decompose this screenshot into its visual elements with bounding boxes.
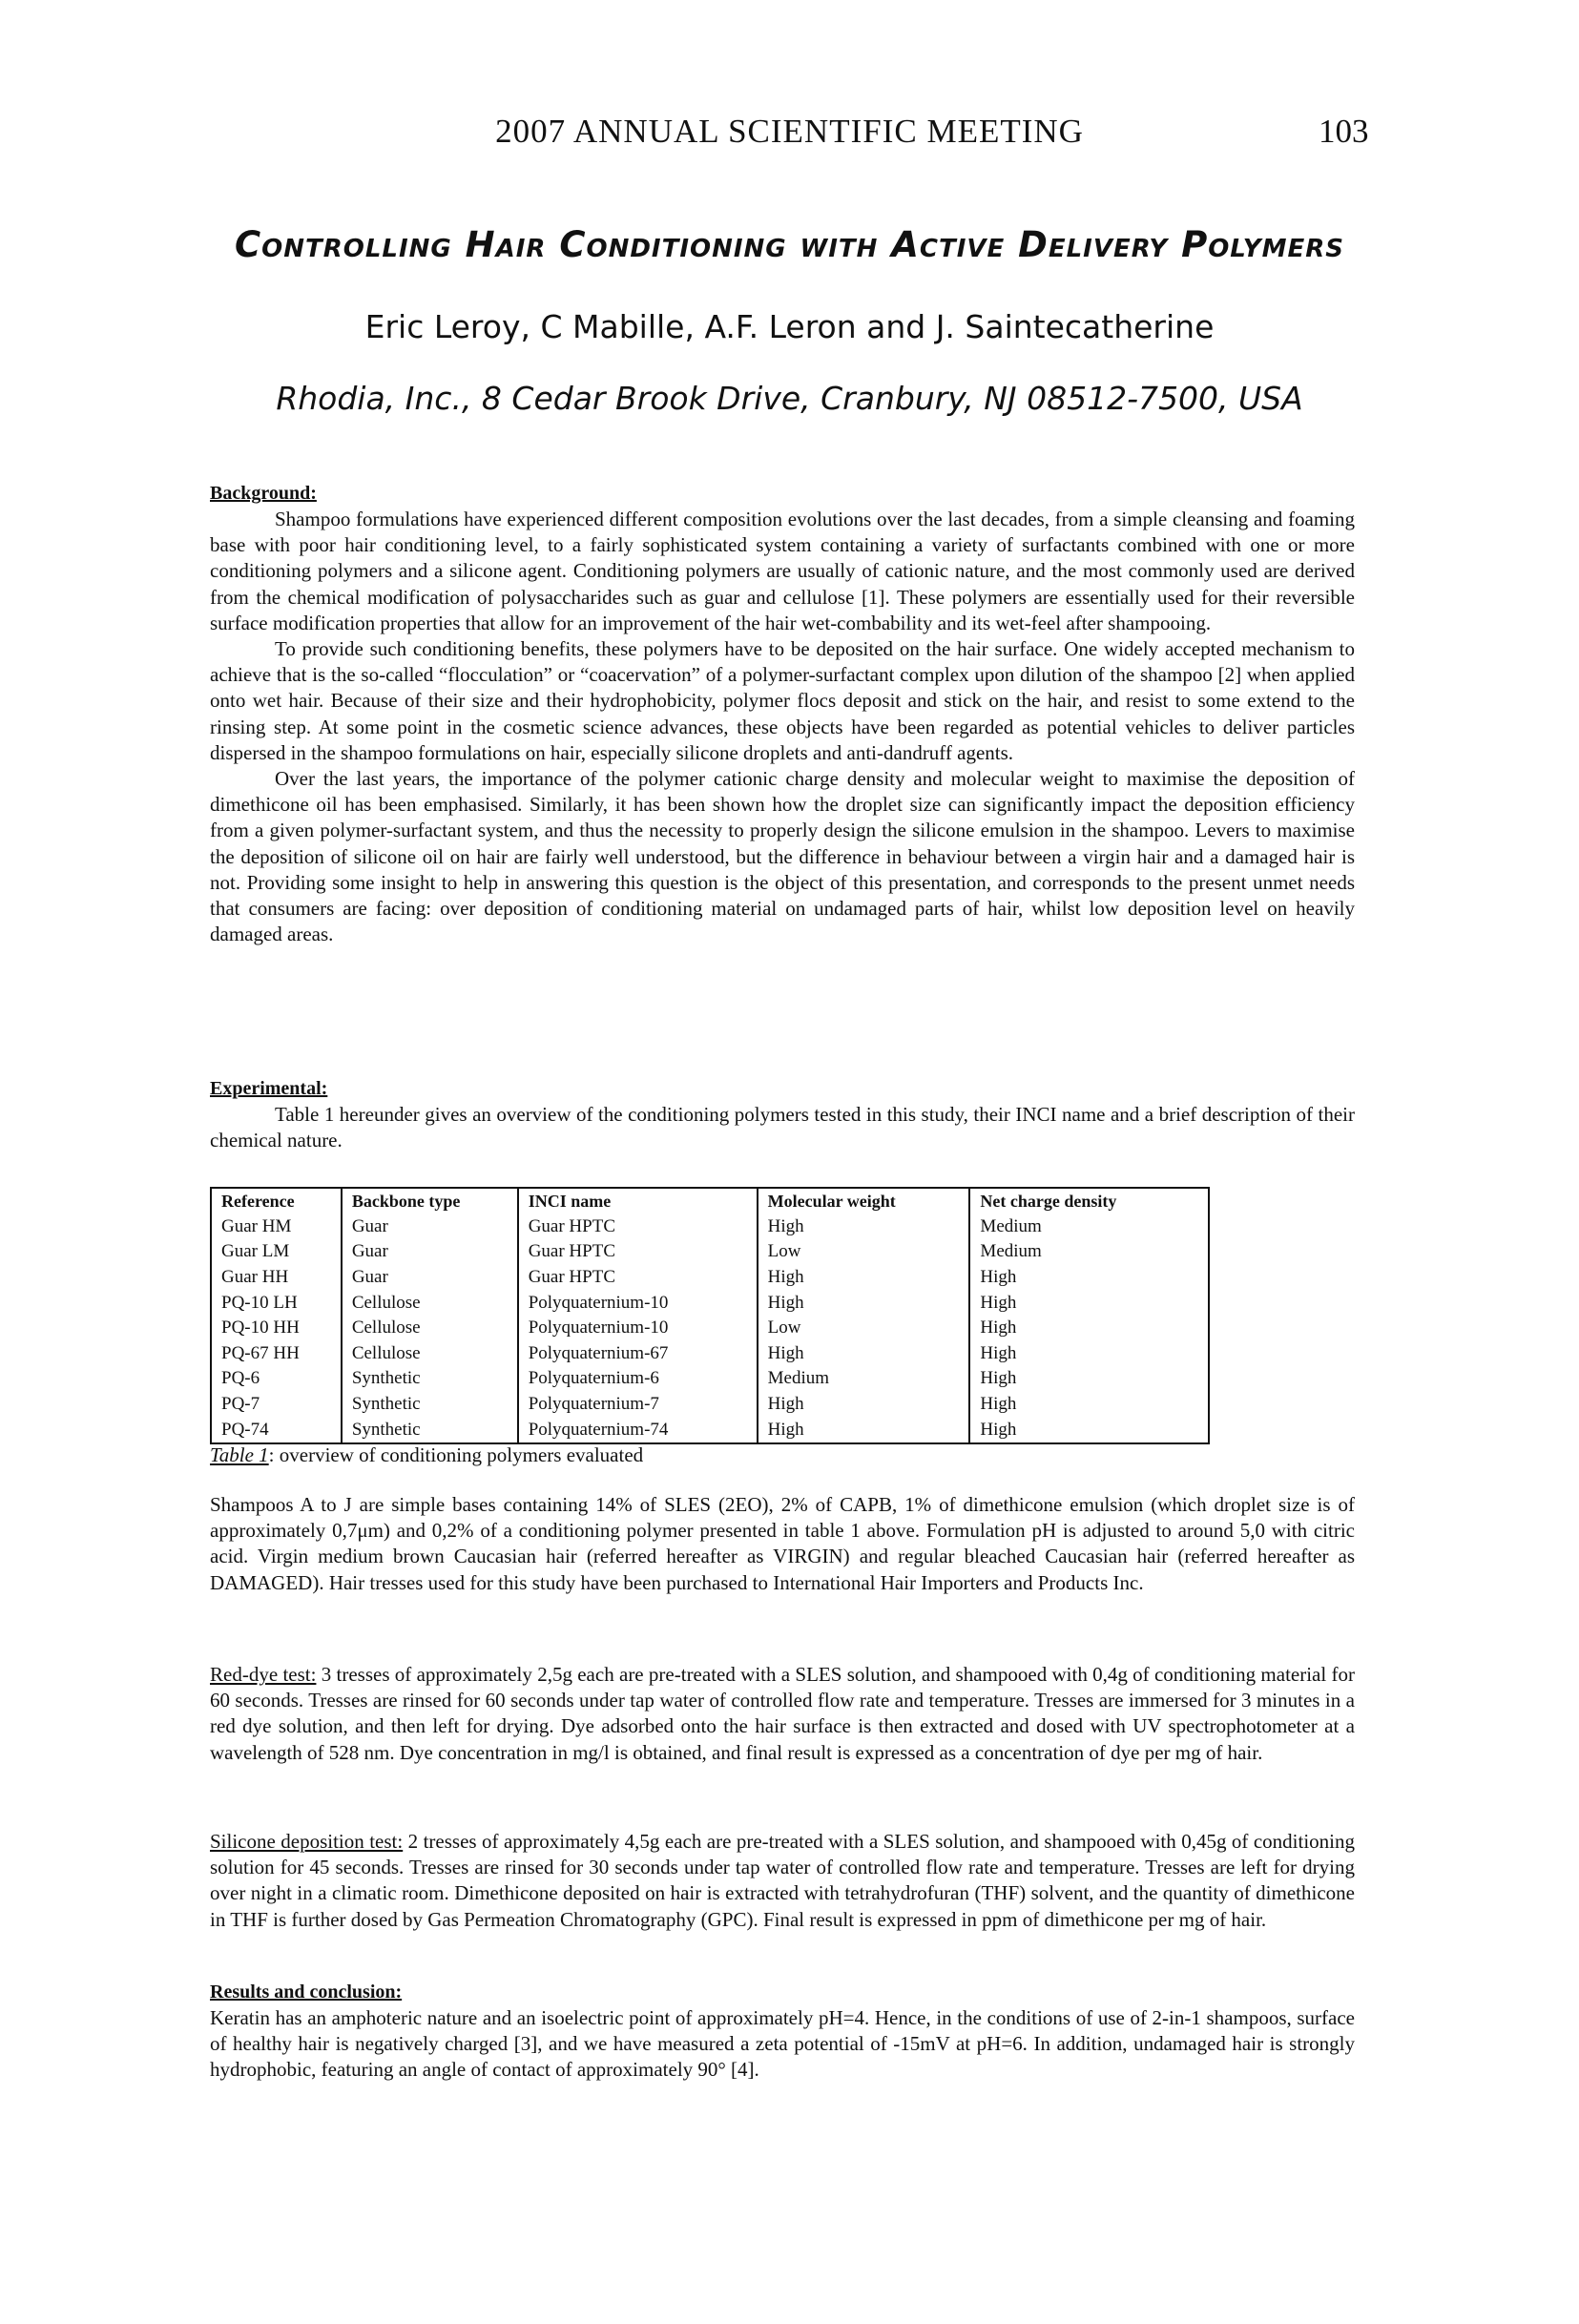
- cell-inci-name: Guar HPTC: [518, 1265, 758, 1291]
- cell-backbone-type: Cellulose: [342, 1290, 518, 1316]
- cell-reference: PQ-74: [211, 1417, 342, 1443]
- shampoo-section: [210, 1492, 1355, 1596]
- cell-molecular-weight: High: [758, 1214, 970, 1240]
- cell-backbone-type: Guar: [342, 1239, 518, 1265]
- cell-net-charge-density: High: [969, 1417, 1209, 1443]
- table-row: [211, 1366, 1209, 1392]
- cell-net-charge-density: High: [969, 1265, 1209, 1291]
- silicone-text: 2 tresses of approximately 4,5g each are pre-treated with a SLES solution, and shampooed with 0,45g of conditioning solution for 45 seconds. Tresses are rinsed for 30 seconds under tap water of controlled flow rate and temperature. Tresses are left for drying over night in a climatic room. Dimethicone deposited on hair is extracted with tetrahydrofuran (THF) solvent, and the quantity of dimethicone in THF is further dosed by Gas Permeation Chromatography (GPC). Final result is expressed in ppm of dimethicone per mg of hair.: [210, 1830, 1355, 1931]
- cell-net-charge-density: Medium: [969, 1239, 1209, 1265]
- cell-reference: PQ-67 HH: [211, 1341, 342, 1367]
- red-dye-label: Red-dye test:: [210, 1663, 317, 1686]
- background-section: [210, 481, 1355, 947]
- authors: Eric Leroy, C Mabille, A.F. Leron and J. Saintecatherine: [364, 308, 1215, 345]
- cell-backbone-type: Guar: [342, 1265, 518, 1291]
- table-row: [211, 1214, 1209, 1240]
- cell-reference: Guar LM: [211, 1239, 342, 1265]
- shampoo-paragraph: Shampoos A to J are simple bases containing 14% of SLES (2EO), 2% of CAPB, 1% of dimethicone emulsion (which droplet size is of approximately 0,7μm) and 0,2% of a conditioning polymer presented in table 1 above. Formulation pH is adjusted to around 5,0 with citric acid. Virgin medium brown Caucasian hair (referred hereafter as VIRGIN) and regular bleached Caucasian hair (referred hereafter as DAMAGED). Hair tresses used for this study have been purchased to International Hair Importers and Products Inc.: [210, 1493, 1355, 1594]
- cell-net-charge-density: High: [969, 1366, 1209, 1392]
- cell-inci-name: Guar HPTC: [518, 1214, 758, 1240]
- header-backbone-type: Backbone type: [342, 1188, 518, 1214]
- cell-molecular-weight: Medium: [758, 1366, 970, 1392]
- experimental-intro: Table 1 hereunder gives an overview of the conditioning polymers tested in this study, their INCI name and a brief description of their chemical nature.: [210, 1103, 1355, 1152]
- page-number: 103: [1319, 113, 1369, 150]
- red-dye-section: [210, 1662, 1355, 1766]
- results-heading: Results and conclusion:: [210, 1982, 403, 2002]
- polymer-table: [210, 1187, 1210, 1444]
- cell-molecular-weight: High: [758, 1392, 970, 1418]
- table-row: [211, 1239, 1209, 1265]
- table-row: [211, 1341, 1209, 1367]
- cell-reference: Guar HH: [211, 1265, 342, 1291]
- table-caption-text: : overview of conditioning polymers evaluated: [268, 1443, 644, 1466]
- running-head: 2007 ANNUAL SCIENTIFIC MEETING: [495, 113, 1084, 150]
- table-row: [211, 1392, 1209, 1418]
- cell-backbone-type: Guar: [342, 1214, 518, 1240]
- cell-backbone-type: Cellulose: [342, 1341, 518, 1367]
- cell-reference: PQ-6: [211, 1366, 342, 1392]
- background-paragraph-1: Shampoo formulations have experienced different composition evolutions over the last decades, from a simple cleansing and foaming base with poor hair conditioning level, to a fairly sophisticated system containing a variety of surfactants combined with one or more conditioning polymers and a silicone agent. Conditioning polymers are usually of cationic nature, and the most commonly used are derived from the chemical modification of polysaccharides such as guar and cellulose [1]. These polymers are essentially used for their reversible surface modification properties that allow for an improvement of the hair wet-combability and its wet-feel after shampooing.: [210, 508, 1355, 634]
- table-header-row: [211, 1188, 1209, 1214]
- red-dye-paragraph: [210, 1662, 1355, 1766]
- red-dye-text: 3 tresses of approximately 2,5g each are pre-treated with a SLES solution, and shampooed with 0,4g of conditioning material for 60 seconds. Tresses are rinsed for 60 seconds under tap water of controlled flow rate and temperature. Tresses are immersed for 3 minutes in a red dye solution, and then left for drying. Dye adsorbed onto the hair surface is then extracted and dosed with UV spectrophotometer at a wavelength of 528 nm. Dye concentration in mg/l is obtained, and final result is expressed as a concentration of dye per mg of hair.: [210, 1663, 1355, 1764]
- cell-backbone-type: Synthetic: [342, 1366, 518, 1392]
- header-reference: Reference: [211, 1188, 342, 1214]
- cell-molecular-weight: High: [758, 1417, 970, 1443]
- cell-molecular-weight: High: [758, 1290, 970, 1316]
- cell-inci-name: Guar HPTC: [518, 1239, 758, 1265]
- background-paragraph-3: Over the last years, the importance of the polymer cationic charge density and molecular weight to maximise the deposition of dimethicone oil has been emphasised. Similarly, it has been shown how the droplet size can significantly impact the deposition efficiency from a given polymer-surfactant system, and thus the necessity to properly design the silicone emulsion in the shampoo. Levers to maximise the deposition of silicone oil on hair are fairly well understood, but the difference in behaviour between a virgin hair and a damaged hair is not. Providing some insight to help in answering this question is the object of this presentation, and corresponds to the present unmet needs that consumers are facing: over deposition of conditioning material on undamaged parts of hair, whilst low deposition level on heavily damaged areas.: [210, 767, 1355, 946]
- cell-backbone-type: Synthetic: [342, 1417, 518, 1443]
- cell-inci-name: Polyquaternium-6: [518, 1366, 758, 1392]
- table-row: [211, 1417, 1209, 1443]
- cell-molecular-weight: Low: [758, 1316, 970, 1341]
- table-row: [211, 1290, 1209, 1316]
- header-molecular-weight: Molecular weight: [758, 1188, 970, 1214]
- cell-inci-name: Polyquaternium-10: [518, 1316, 758, 1341]
- background-paragraph-2: To provide such conditioning benefits, these polymers have to be deposited on the hair surface. One widely accepted mechanism to achieve that is the so-called “flocculation” or “coacervation” of a polymer-surfactant complex upon dilution of the shampoo [2] when applied onto wet hair. Because of their size and their hydrophobicity, polymer flocs deposit and stick on the hair, and resist to some extend to the rinsing step. At some point in the cosmetic science advances, these objects have been regarded as potential vehicles to deliver particles dispersed in the shampoo formulations on hair, especially silicone droplets and anti-dandruff agents.: [210, 637, 1355, 764]
- cell-net-charge-density: High: [969, 1341, 1209, 1367]
- results-section: [210, 1980, 1355, 2084]
- experimental-heading: Experimental:: [210, 1078, 328, 1099]
- cell-molecular-weight: High: [758, 1341, 970, 1367]
- paper-title: Controlling Hair Conditioning with Active Delivery Polymers: [234, 224, 1345, 265]
- table-row: [211, 1265, 1209, 1291]
- cell-inci-name: Polyquaternium-7: [518, 1392, 758, 1418]
- affiliation: Rhodia, Inc., 8 Cedar Brook Drive, Cranbury, NJ 08512-7500, USA: [276, 380, 1303, 417]
- header-net-charge-density: Net charge density: [969, 1188, 1209, 1214]
- background-heading: Background:: [210, 483, 317, 504]
- table-row: [211, 1316, 1209, 1341]
- cell-inci-name: Polyquaternium-67: [518, 1341, 758, 1367]
- experimental-section: [210, 1076, 1355, 1153]
- cell-backbone-type: Cellulose: [342, 1316, 518, 1341]
- cell-reference: Guar HM: [211, 1214, 342, 1240]
- cell-molecular-weight: High: [758, 1265, 970, 1291]
- table-caption: [210, 1443, 643, 1467]
- cell-inci-name: Polyquaternium-10: [518, 1290, 758, 1316]
- cell-reference: PQ-7: [211, 1392, 342, 1418]
- silicone-label: Silicone deposition test:: [210, 1830, 404, 1853]
- cell-net-charge-density: High: [969, 1316, 1209, 1341]
- cell-molecular-weight: Low: [758, 1239, 970, 1265]
- cell-backbone-type: Synthetic: [342, 1392, 518, 1418]
- cell-reference: PQ-10 HH: [211, 1316, 342, 1341]
- cell-net-charge-density: High: [969, 1290, 1209, 1316]
- cell-net-charge-density: Medium: [969, 1214, 1209, 1240]
- results-paragraph: Keratin has an amphoteric nature and an isoelectric point of approximately pH=4. Hence, in the conditions of use of 2-in-1 shampoos, surface of healthy hair is negatively charged [3], and we have measured a zeta potential of -15mV at pH=6. In addition, undamaged hair is strongly hydrophobic, featuring an angle of contact of approximately 90° [4].: [210, 2006, 1355, 2082]
- silicone-paragraph: [210, 1829, 1355, 1933]
- cell-net-charge-density: High: [969, 1392, 1209, 1418]
- header-inci-name: INCI name: [518, 1188, 758, 1214]
- cell-inci-name: Polyquaternium-74: [518, 1417, 758, 1443]
- cell-reference: PQ-10 LH: [211, 1290, 342, 1316]
- silicone-section: [210, 1829, 1355, 1933]
- table-caption-label: Table 1: [210, 1443, 269, 1466]
